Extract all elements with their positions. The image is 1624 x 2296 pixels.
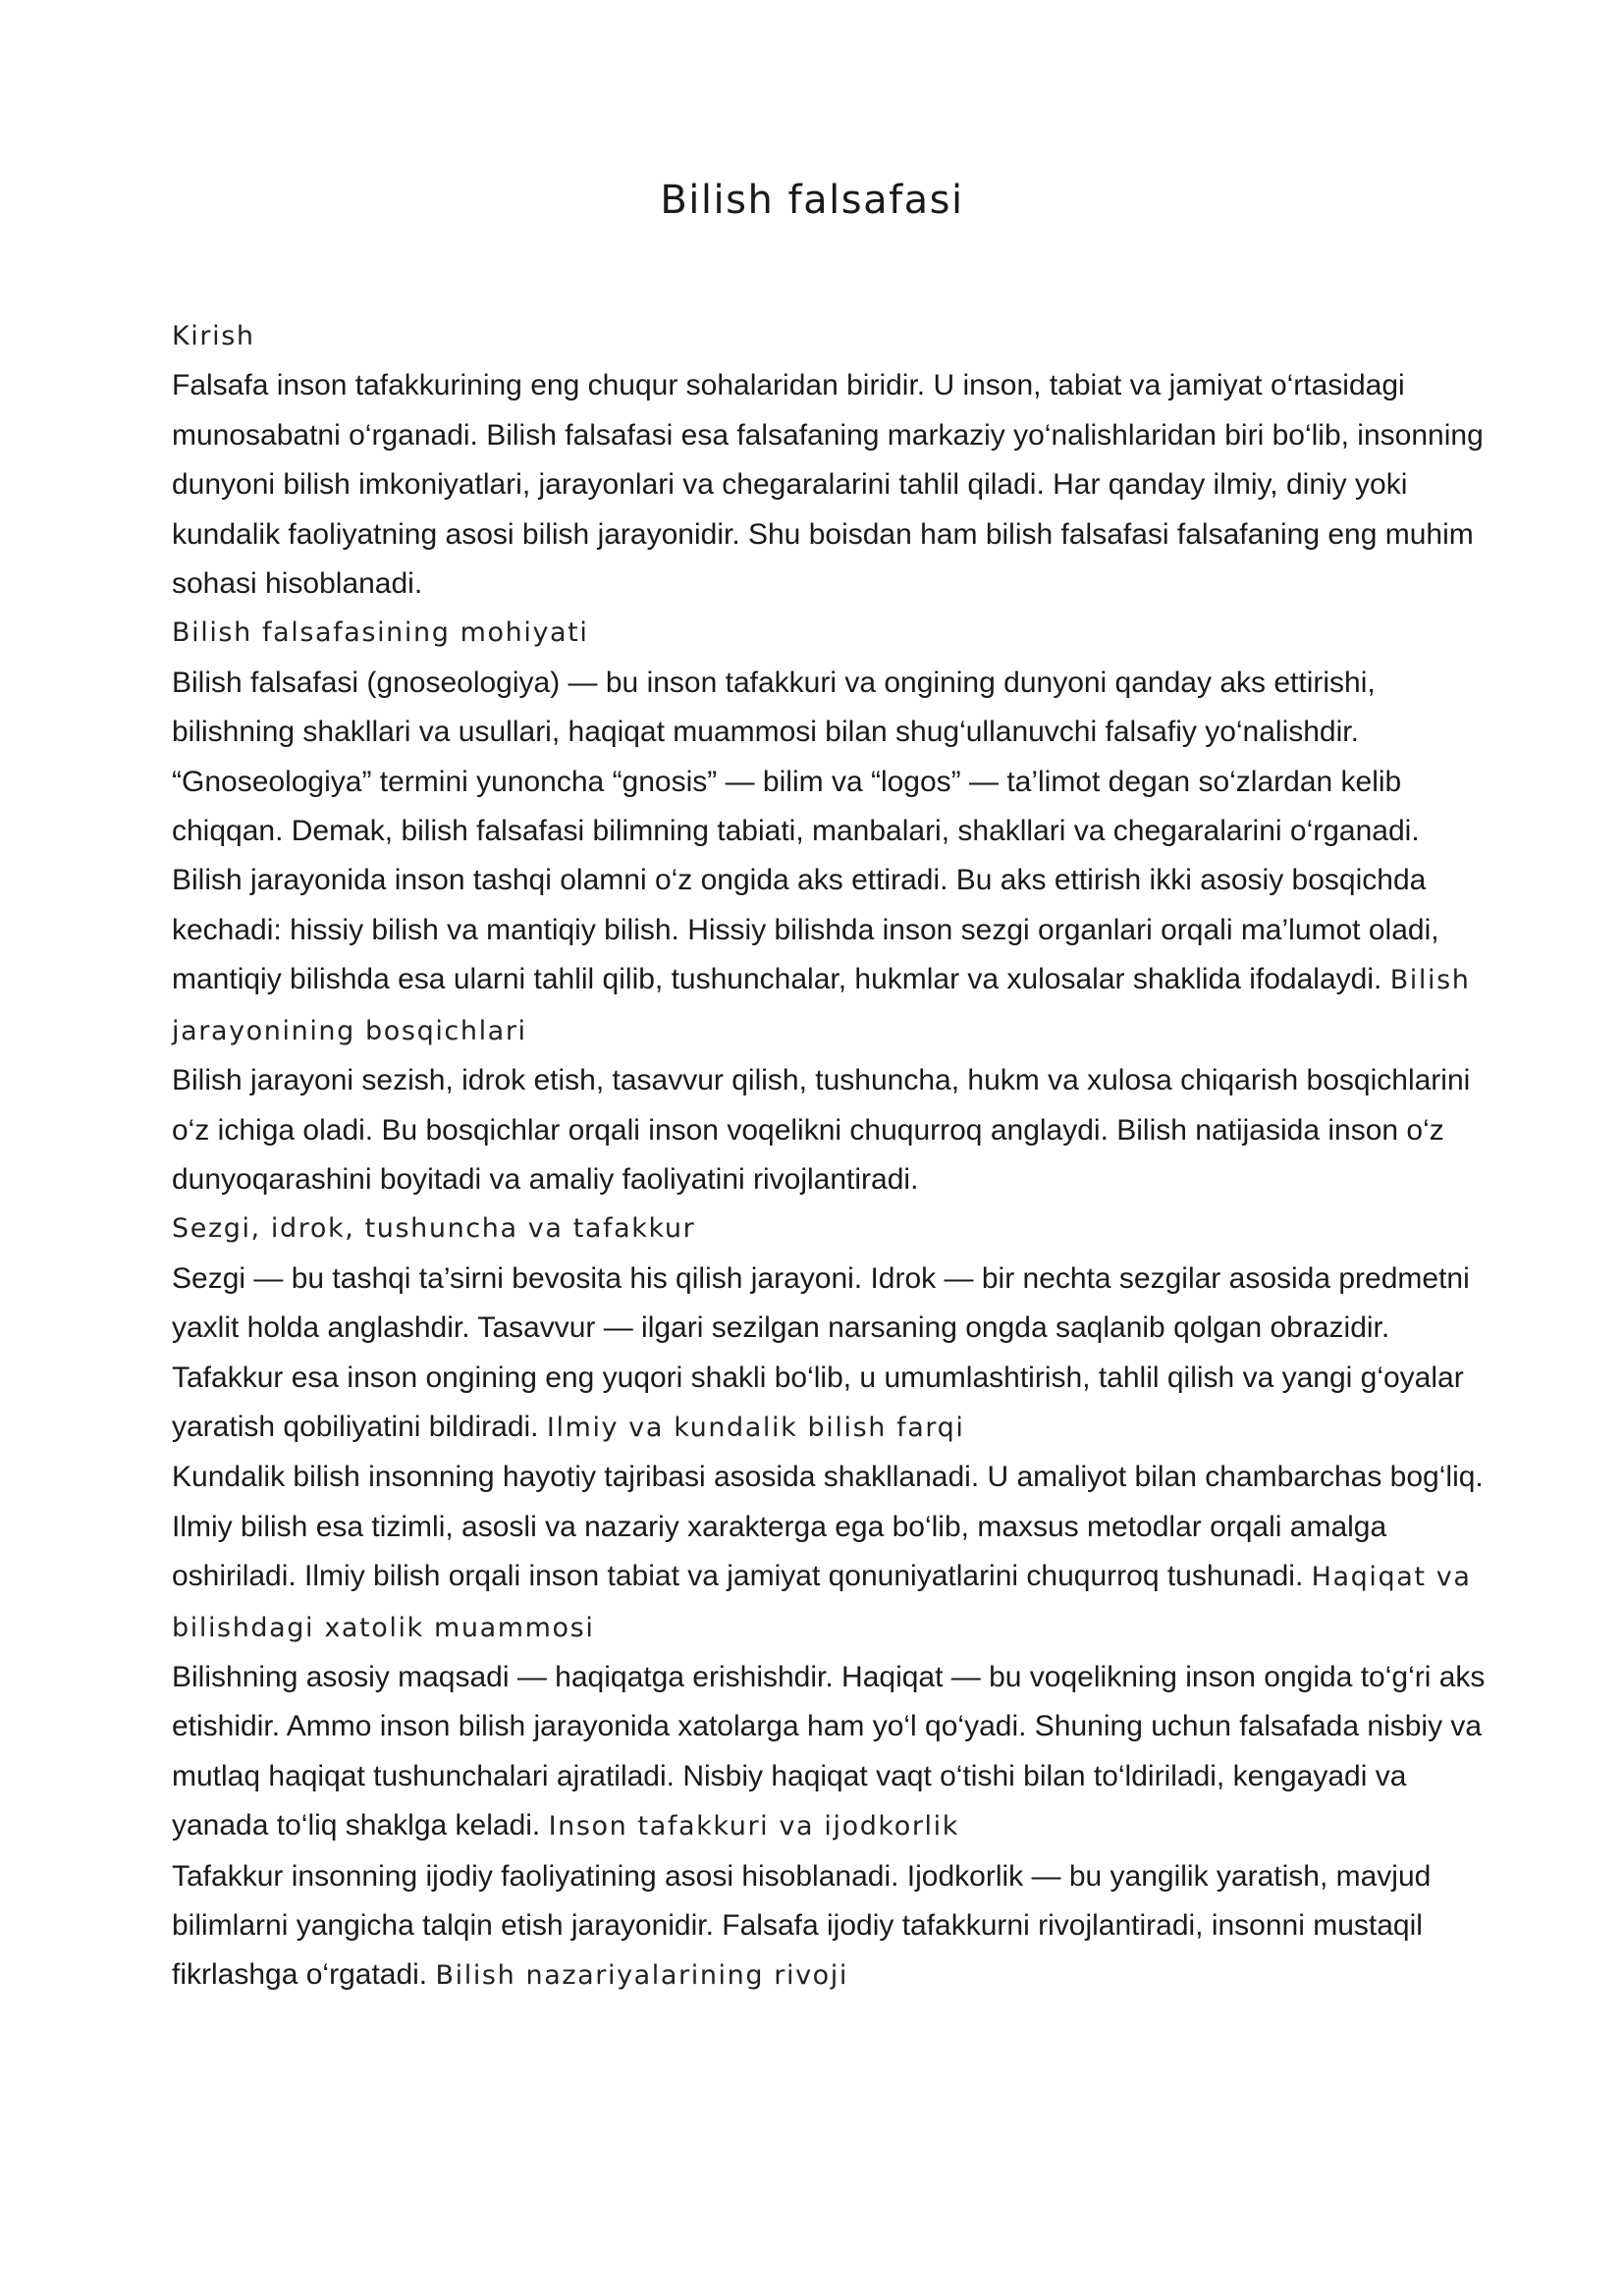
section-text-ijodkorlik: Tafakkur insonning ijodiy faoliyatining asosi hisoblanadi. Ijodkorlik — bu yangilik yaratish, mavjud bilimlarni yangicha talqin etish jarayonidir. Falsafa ijodiy tafakkurni rivojlantiradi, insonni mustaqil fikrlashga o‘rgatadi. (172, 1859, 1432, 1992)
section-heading-ilmiy: Ilmiy va kundalik bilish farqi (546, 1412, 965, 1443)
section-text-mohiyati: Bilish falsafasi (gnoseologiya) — bu inson tafakkuri va ongining dunyoni qanday aks ettirishi, bilishning shakllari va usullari, haqiqat muammosi bilan shug‘ullanuvchi falsafiy yo‘nalishdir. “Gnoseologiya” termini yunoncha “gnosis” — bilim va “logos” — ta’limot degan so‘zlardan kelib chiqqan. Demak, bilish falsafasi bilimning tabiati, manbalari, shakllari va chegaralarini o‘rganadi. Bilish jarayonida inson tashqi olamni o‘z ongida aks ettiradi. Bu aks ettirish ikki asosiy bosqichda kechadi: hissiy bilish va mantiqiy bilish. Hissiy bilishda inson sezgi organlari orqali ma’lumot oladi, mantiqiy bilishda esa ularni tahlil qilib, tushunchalar, hukmlar va xulosalar shaklida ifodalaydi. (172, 666, 1439, 996)
section-heading-rivoji: Bilish nazariyalarining rivoji (435, 1960, 848, 1992)
document-body (172, 312, 1488, 2002)
section-paragraph-ilmiy (172, 1453, 1488, 1653)
section-text-ilmiy: Kundalik bilish insonning hayotiy tajribasi asosida shakllanadi. U amaliyot bilan chambarchas bog‘liq. Ilmiy bilish esa tizimli, asosli va nazariy xarakterga ega bo‘lib, maxsus metodlar orqali amalga oshiriladi. Ilmiy bilish orqali inson tabiat va jamiyat qonuniyatlarini chuqurroq tushunadi. (172, 1461, 1484, 1593)
section-text-haqiqat: Bilishning asosiy maqsadi — haqiqatga erishishdir. Haqiqat — bu voqelikning inson ongida to‘g‘ri aks etishidir. Ammo inson bilish jarayonida xatolarga ham yo‘l qo‘yadi. Shuning uchun falsafada nisbiy va mutlaq haqiqat tushunchalari ajratiladi. Nisbiy haqiqat vaqt o‘tishi bilan to‘ldiriladi, kengayadi va yanada to‘liq shaklga keladi. (172, 1660, 1486, 1842)
document-title: Bilish falsafasi (660, 178, 964, 223)
section-paragraph-mohiyati (172, 659, 1488, 1056)
section-heading-haqiqat: Haqiqat va bilishdagi xatolik muammosi (172, 1562, 1472, 1643)
section-heading-mohiyati: Bilish falsafasining mohiyati (172, 617, 589, 649)
section-paragraph-haqiqat (172, 1653, 1488, 1852)
section-heading-sezgi: Sezgi, idrok, tushuncha va tafakkur (172, 1213, 696, 1245)
section-text-bosqichlari: Bilish jarayoni sezish, idrok etish, tasavvur qilish, tushuncha, hukm va xulosa chiqarish bosqichlarini o‘z ichiga oladi. Bu bosqichlar orqali inson voqelikni chuqurroq anglaydi. Bilish natijasida inson o‘z dunyoqarashini boyitadi va amaliy faoliyatini rivojlantiradi. (172, 1064, 1471, 1196)
section-text-kirish: Falsafa inson tafakkurining eng chuqur sohalaridan biridir. U inson, tabiat va jamiyat o‘rtasidagi munosabatni o‘rganadi. Bilish falsafasi esa falsafaning markaziy yo‘nalishlaridan biri bo‘lib, insonning dunyoni bilish imkoniyatlari, jarayonlari va chegaralarini tahlil qiladi. Har qanday ilmiy, diniy yoki kundalik faoliyatning asosi bilish jarayonidir. Shu boisdan ham bilish falsafasi falsafaning eng muhim sohasi hisoblanadi. (172, 369, 1484, 601)
section-paragraph-sezgi (172, 1255, 1488, 1454)
section-heading-kirish: Kirish (172, 321, 255, 351)
section-heading-bosqichlari: Bilish jarayonining bosqichlari (172, 965, 1471, 1046)
section-heading-ijodkorlik: Inson tafakkuri va ijodkorlik (548, 1811, 959, 1842)
section-paragraph-ijodkorlik (172, 1852, 1488, 2002)
section-text-sezgi: Sezgi — bu tashqi ta’sirni bevosita his qilish jarayoni. Idrok — bir nechta sezgilar asosida predmetni yaxlit holda anglashdir. Tasavvur — ilgari sezilgan narsaning ongda saqlanib qolgan obrazidir. Tafakkur esa inson ongining eng yuqori shakli bo‘lib, u umumlashtirish, tahlil qilish va yangi g‘oyalar yaratish qobiliyatini bildiradi. (172, 1261, 1470, 1443)
